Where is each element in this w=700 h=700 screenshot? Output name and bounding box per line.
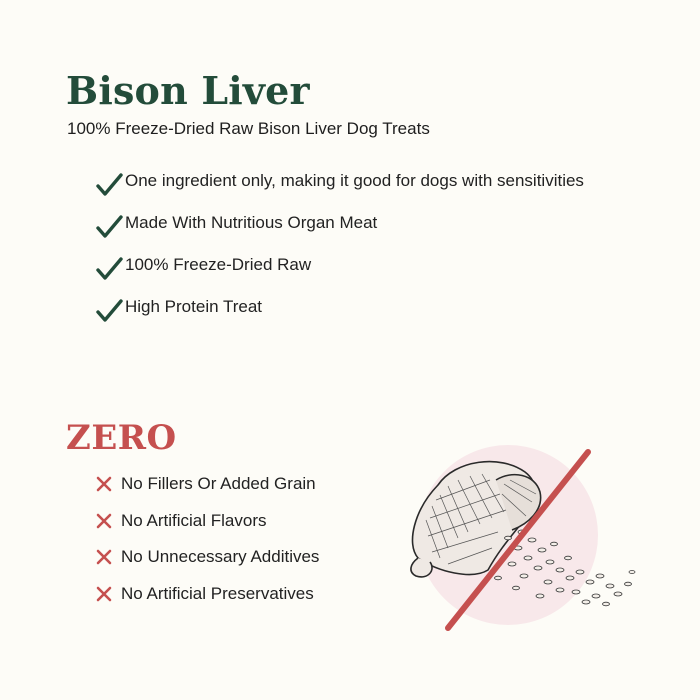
zero-item — [95, 503, 319, 540]
zero-heading: ZERO — [66, 418, 177, 458]
checkmark-icon — [95, 213, 123, 241]
product-title: Bison Liver — [66, 68, 310, 113]
benefit-item — [95, 244, 584, 286]
grain-sack-illustration — [400, 440, 645, 640]
benefit-item — [95, 202, 584, 244]
x-mark-icon — [95, 548, 113, 566]
checkmark-icon — [95, 255, 123, 283]
zero-item-label: No Unnecessary Additives — [121, 547, 320, 567]
benefits-list — [95, 160, 584, 328]
benefit-label: 100% Freeze-Dried Raw — [125, 255, 312, 274]
benefit-label: High Protein Treat — [125, 297, 263, 316]
zero-item-label: No Artificial Flavors — [121, 510, 267, 530]
checkmark-icon — [95, 171, 123, 199]
benefit-label: One ingredient only, making it good for dogs with sensitivities — [125, 171, 584, 190]
x-mark-icon — [95, 475, 113, 493]
benefit-label: Made With Nutritious Organ Meat — [125, 213, 378, 232]
checkmark-icon — [95, 297, 123, 325]
product-subtitle: 100% Freeze-Dried Raw Bison Liver Dog Treats — [67, 119, 430, 138]
zero-list — [95, 466, 319, 612]
benefit-item — [95, 286, 584, 328]
benefit-item — [95, 160, 584, 202]
x-mark-icon — [95, 585, 113, 603]
zero-item — [95, 539, 319, 576]
zero-item-label: No Fillers Or Added Grain — [121, 474, 316, 494]
zero-item — [95, 576, 319, 613]
x-mark-icon — [95, 512, 113, 530]
zero-item — [95, 466, 319, 503]
zero-item-label: No Artificial Preservatives — [121, 583, 314, 603]
